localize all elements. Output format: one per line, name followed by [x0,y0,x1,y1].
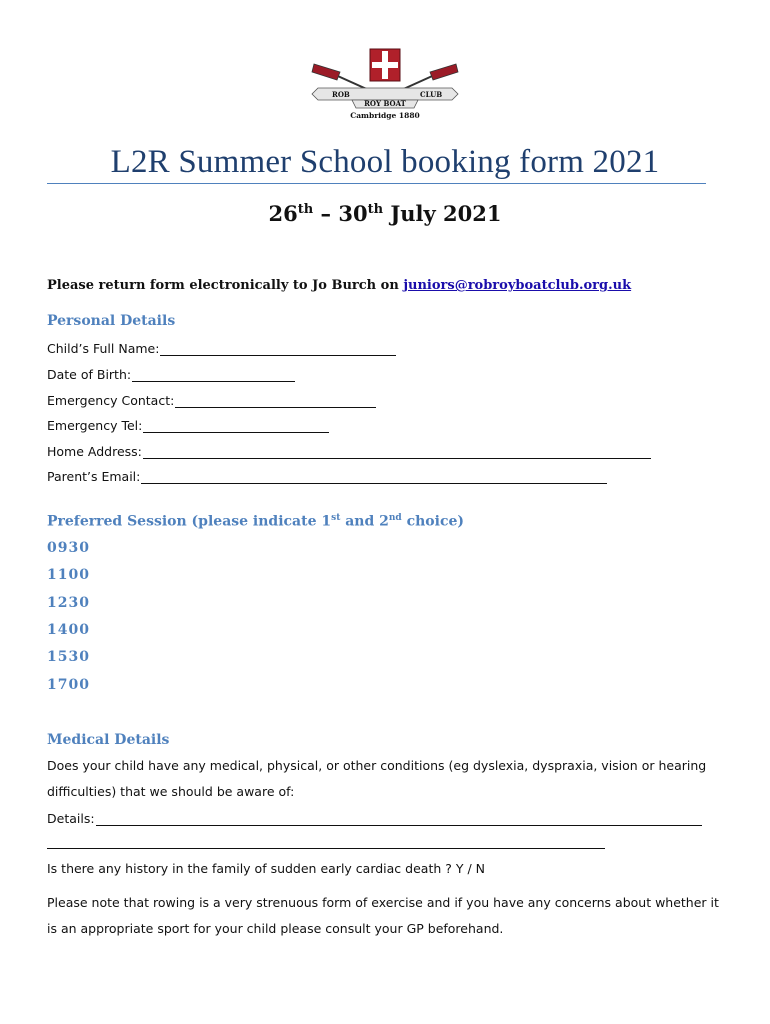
home-address-blank[interactable] [143,446,651,459]
end-day: 30 [338,201,368,226]
session-option-1230[interactable]: 1230 [47,595,90,611]
date-separator: – [313,201,339,226]
session-option-1400[interactable]: 1400 [47,622,90,638]
home-address-field[interactable] [47,444,651,459]
field-label: Home Address: [47,444,142,459]
cross-emblem [370,49,400,81]
medical-details-heading: Medical Details [47,732,170,748]
medical-details-field[interactable] [47,811,702,826]
personal-details-heading: Personal Details [47,313,176,329]
field-label: Parent’s Email: [47,469,141,484]
child-name-field[interactable] [47,341,396,356]
contact-email-link[interactable]: juniors@robroyboatclub.org.uk [403,278,632,293]
medical-details-blank[interactable] [96,813,702,826]
session-dates [0,201,770,226]
cardiac-question: Is there any history in the family of sudden early cardiac death ? Y / N [47,861,485,876]
parent-email-field[interactable] [47,469,607,484]
field-label: Date of Birth: [47,367,132,382]
session-option-1700[interactable]: 1700 [47,677,90,693]
logo-left-text: ROB [332,90,350,99]
month-year: July 2021 [383,201,502,226]
first-suffix: st [331,513,341,523]
session-option-1100[interactable]: 1100 [47,567,90,583]
logo-right-text: CLUB [420,90,443,99]
session-heading-part: and 2 [340,513,389,530]
dob-field[interactable] [47,367,295,382]
medical-details-second-line[interactable] [47,848,605,849]
child-name-blank[interactable] [160,343,396,356]
field-label: Emergency Tel: [47,418,143,433]
medical-question: Does your child have any medical, physical, or other conditions (eg dyslexia, dyspraxia, vision or hearing difficulties) that we should be aware of: [47,758,707,799]
return-instructions [47,278,631,293]
field-label: Child’s Full Name: [47,341,160,356]
return-text: Please return form electronically to Jo Burch on [47,278,404,293]
dob-blank[interactable] [132,369,295,382]
session-heading-part: choice) [401,513,465,530]
parent-email-blank[interactable] [141,471,607,484]
logo-banner-text: ROY BOAT [364,99,406,108]
field-label: Emergency Contact: [47,393,175,408]
session-heading-part: Preferred Session (please indicate 1 [47,513,332,530]
title-underline [47,183,706,184]
club-logo [310,46,460,126]
exercise-note: Please note that rowing is a very strenuous form of exercise and if you have any concerns about whether it is an appropriate sport for your child please consult your GP beforehand. [47,895,719,936]
emergency-contact-field[interactable] [47,393,376,408]
emergency-tel-blank[interactable] [143,420,329,433]
second-suffix: nd [388,513,402,523]
field-label: Details: [47,811,95,826]
emergency-tel-field[interactable] [47,418,329,433]
start-suffix: th [297,202,314,217]
preferred-session-heading [47,513,464,530]
session-option-0930[interactable]: 0930 [47,540,90,556]
logo-bottom-text: Cambridge 1880 [350,111,420,120]
form-title: L2R Summer School booking form 2021 [110,144,660,180]
session-option-1530[interactable]: 1530 [47,649,90,665]
emergency-contact-blank[interactable] [175,395,376,408]
end-suffix: th [367,202,384,217]
start-day: 26 [268,201,298,226]
